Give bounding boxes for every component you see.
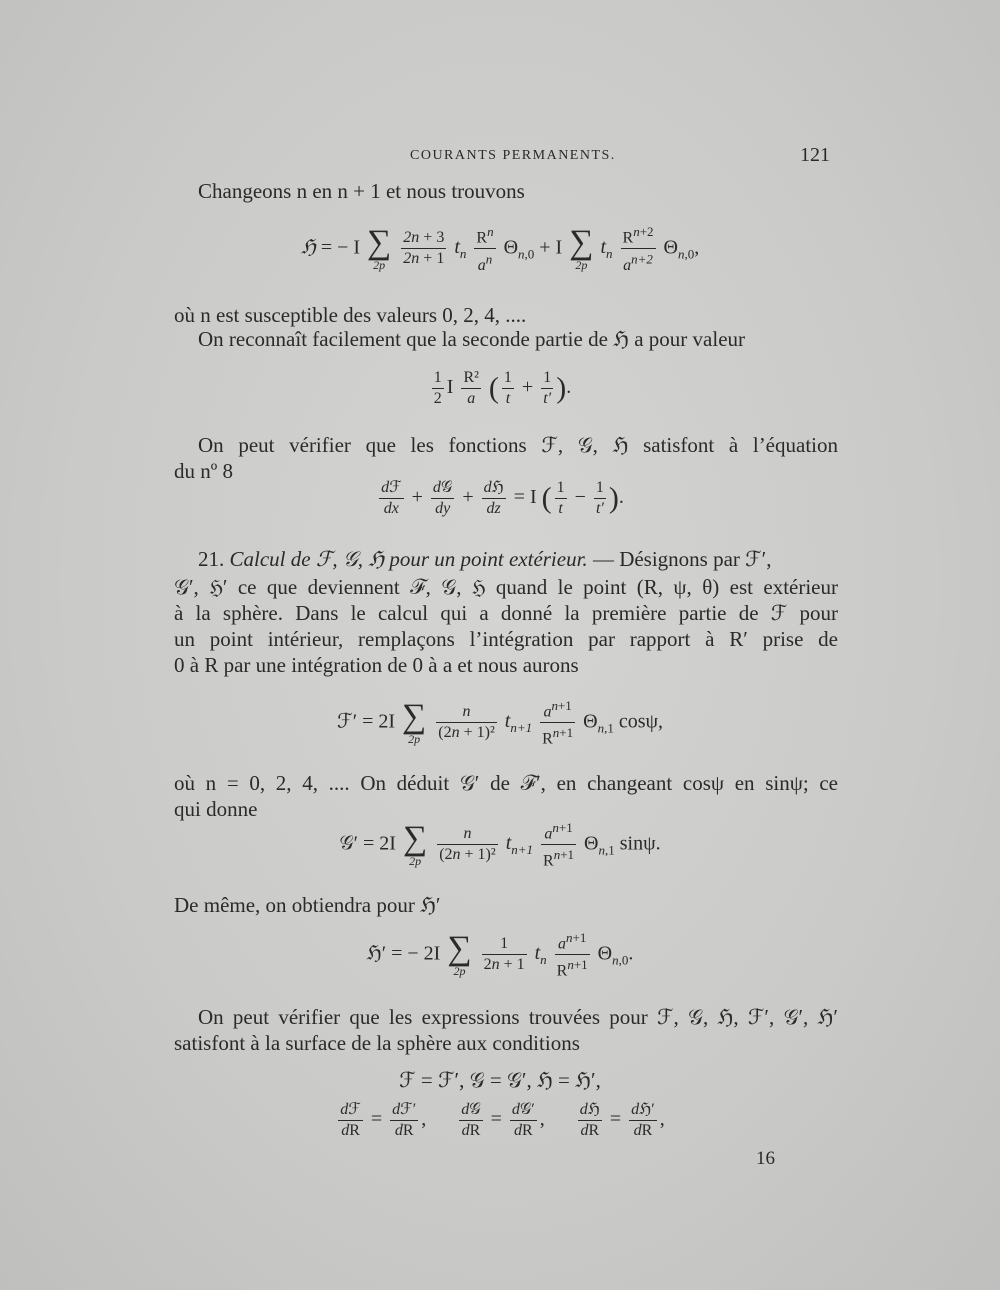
signature-mark: 16 <box>756 1148 775 1169</box>
section-21-line4: un point intérieur, remplaçons l’intégration par rapport à R′ prise de <box>174 627 838 651</box>
section-21-line2: 𝒢′, ℌ′ ce que deviennent ℱ, 𝒢, ℌ quand le point (R, ψ, θ) est extérieur <box>174 575 838 599</box>
paragraph-values-n: où n est susceptible des valeurs 0, 2, 4, .... <box>174 303 527 327</box>
section-21-line3: à la sphère. Dans le calcul qui a donné la première partie de ℱ pour <box>174 601 838 625</box>
equation-derivative-continuity: $\frac{\text{dℱ}}{dR}$ = $\frac{\text{dℱ′}}{dR}$ , $\frac{\text{d𝒢}}{dR}$ = $\frac{\text{d𝒢′}}{dR}$ , $\frac{\text{dℌ}}{dR}$ = $\frac{\text{dℌ′}}{dR}$ , <box>340 1101 665 1139</box>
paragraph-de-meme: De même, on obtiendra pour ℌ′ <box>174 893 441 917</box>
paragraph-verifier-line1: On peut vérifier que les fonctions ℱ, 𝒢, ℌ satisfont à l’équation <box>198 433 838 457</box>
paragraph-changeons: Changeons n en n + 1 et nous trouvons <box>198 179 525 203</box>
section-21-heading <box>198 544 772 574</box>
paragraph-deduit-line2: qui donne <box>174 797 258 821</box>
page-number: 121 <box>800 144 830 166</box>
equation-h-prime: ℌ′ = − 2I ∑ 2p $\frac{1}{2n + 1}$ $t_n$ $\frac{a^{n+1}}{R^{n+1}}$ $\Theta_{n,0}$. <box>366 929 634 980</box>
equation-divergence: $\frac{\text{dℱ}}{dx}$ + $\frac{\text{d𝒢}}{dy}$ + $\frac{\text{dℌ}}{dz}$ = I ( $\frac{1}{t}$ − $\frac{1}{t'}$ ). <box>381 479 624 517</box>
section-lead: — Désignons par ℱ′, <box>592 547 772 571</box>
paragraph-verifier-line2: du nº 8 <box>174 459 234 483</box>
section-number: 21. <box>198 547 225 571</box>
paragraph-deduit-line1: où n = 0, 2, 4, .... On déduit 𝒢′ de ℱ′, en changeant cosψ en sinψ; ce <box>174 771 838 795</box>
equation-g-prime: 𝒢′ = 2I ∑ 2p $\frac{n}{\text{(2n + 1)²}}$ $t_{n+1}$ $\frac{a^{n+1}}{R^{n+1}}$ $\Theta_{n,1}$ sinψ. <box>339 819 661 870</box>
equation-h-interior: ℌ = − I ∑ 2p $\frac{2n + 3}{2n + 1}$ $t_n$ $\frac{R^n}{a^n}$ $\Theta_{n,0} + I$ ∑ 2p $t_n$ $\frac{R^{n+2}}{a^{n+2}}$ $\Theta_{n,0}$, <box>300 223 700 274</box>
section-21-line5: 0 à R par une intégration de 0 à a et nous aurons <box>174 653 579 677</box>
equation-continuity: ℱ = ℱ′, 𝒢 = 𝒢′, ℌ = ℌ′, <box>399 1068 601 1092</box>
running-title: COURANTS PERMANENTS. <box>410 148 616 163</box>
paragraph-conditions-line2: satisfont à la surface de la sphère aux conditions <box>174 1031 580 1055</box>
paragraph-conditions-line1: On peut vérifier que les expressions trouvées pour ℱ, 𝒢, ℌ, ℱ′, 𝒢′, ℌ′ <box>198 1005 838 1029</box>
equation-half-i: $\frac{1}{2}$ I $\frac{\text{R²}}{a}$ ( $\frac{1}{t}$ + $\frac{1}{t'}$ ). <box>433 369 572 407</box>
paragraph-seconde-partie: On reconnaît facilement que la seconde partie de ℌ a pour valeur <box>198 327 746 351</box>
section-title: Calcul de ℱ, 𝒢, ℌ pour un point extérieur. <box>229 547 588 571</box>
equation-f-prime: ℱ′ = 2I ∑ 2p $\frac{n}{\text{(2n + 1)²}}$ $t_{n+1}$ $\frac{a^{n+1}}{R^{n+1}}$ $\Theta_{n,1}$ cosψ, <box>336 697 664 748</box>
